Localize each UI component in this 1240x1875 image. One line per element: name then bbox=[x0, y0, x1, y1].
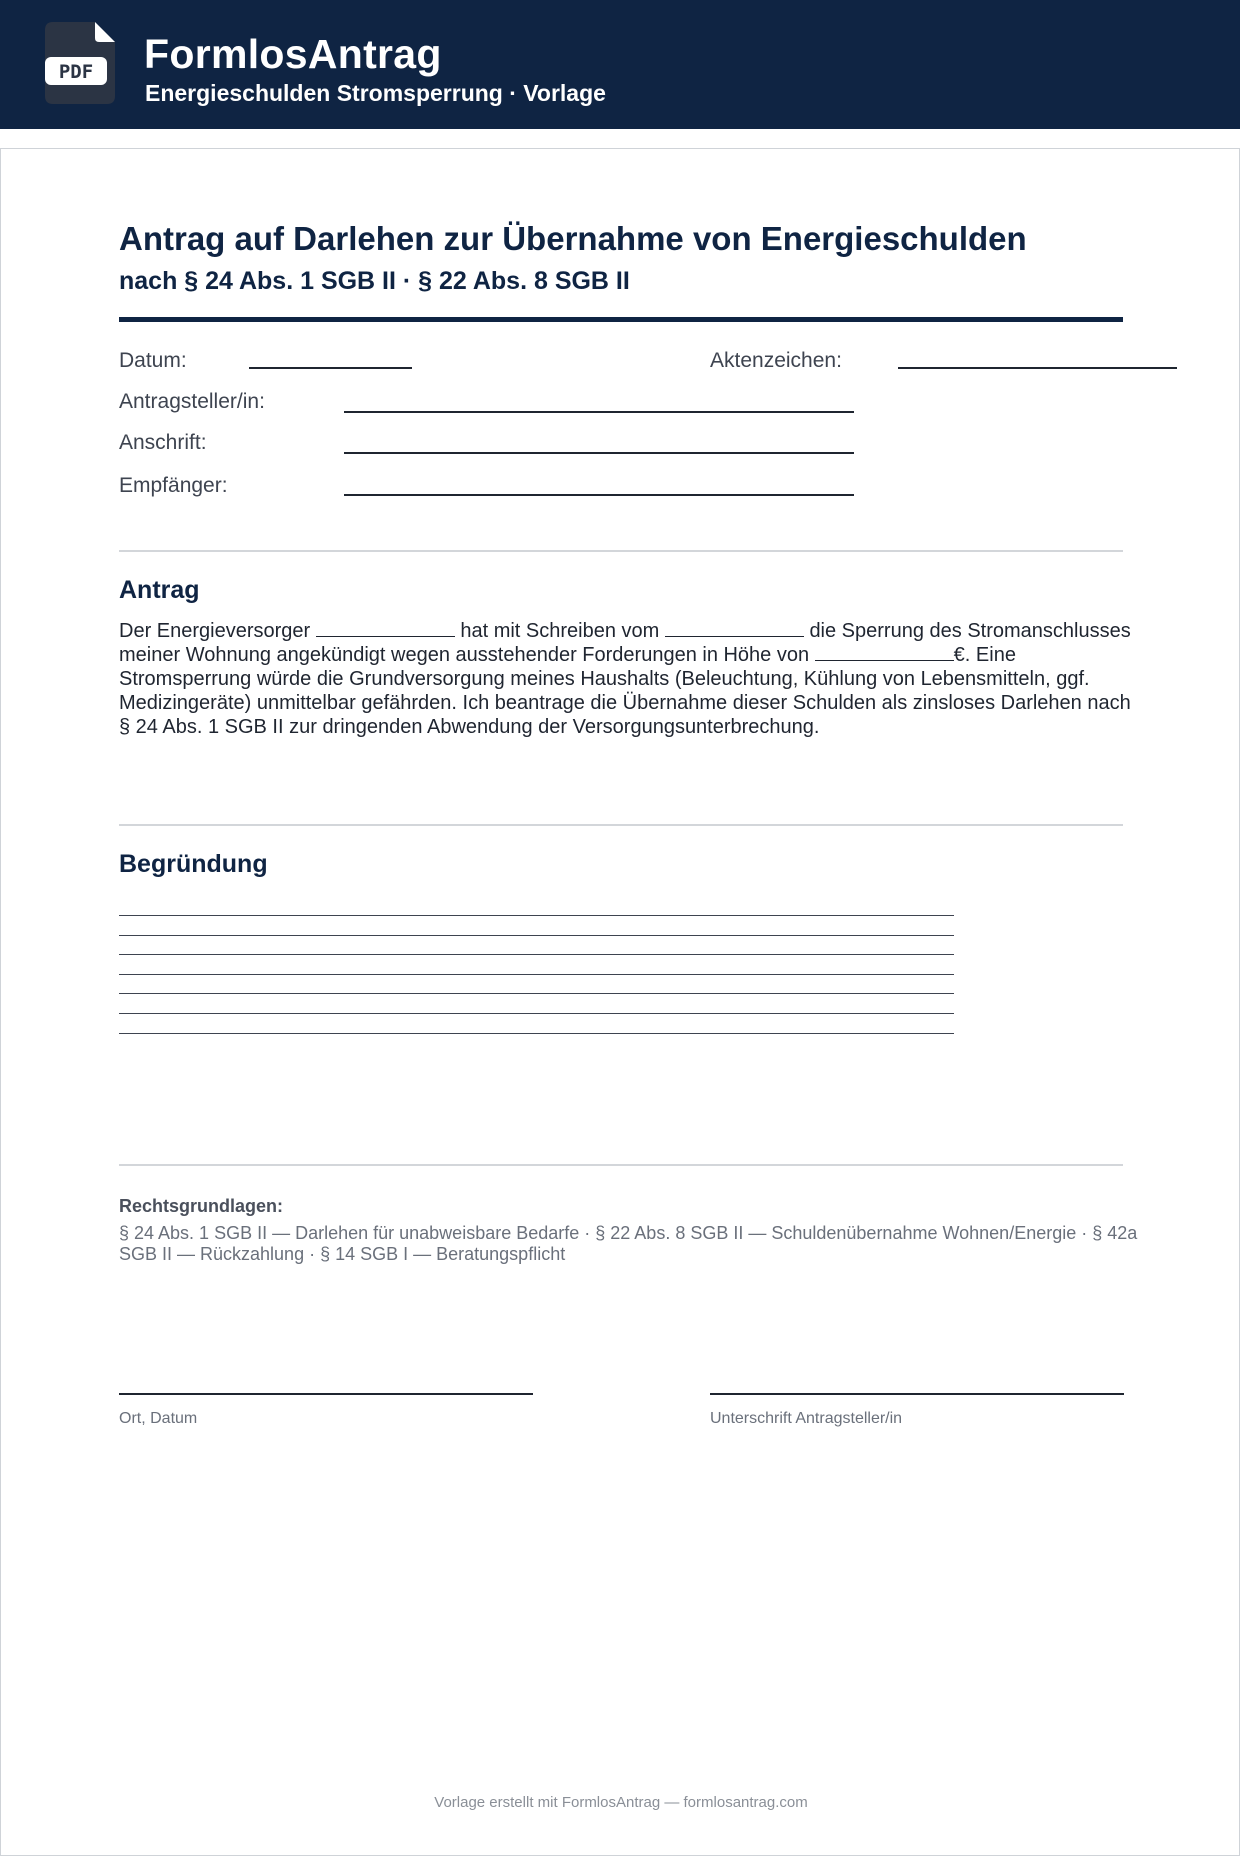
document-subtitle: nach § 24 Abs. 1 SGB II · § 22 Abs. 8 SGB II bbox=[119, 267, 630, 295]
section-divider bbox=[119, 1164, 1123, 1166]
legal-basis-heading: Rechtsgrundlagen: bbox=[119, 1196, 284, 1216]
begruendung-write-line[interactable] bbox=[119, 1033, 954, 1034]
antrag-text-part1: Der Energieversorger bbox=[119, 620, 311, 642]
file-number-field[interactable] bbox=[898, 367, 1177, 369]
recipient-label: Empfänger: bbox=[119, 474, 228, 497]
header-bar bbox=[0, 0, 1240, 129]
begruendung-write-line[interactable] bbox=[119, 1013, 954, 1014]
begruendung-write-line[interactable] bbox=[119, 954, 954, 955]
letter-date-blank[interactable] bbox=[665, 619, 804, 637]
pdf-file-icon bbox=[45, 22, 115, 104]
title-divider bbox=[119, 317, 1123, 322]
amount-blank[interactable] bbox=[815, 643, 954, 661]
applicant-field[interactable] bbox=[344, 411, 854, 413]
begruendung-heading: Begründung bbox=[119, 850, 268, 878]
begruendung-write-line[interactable] bbox=[119, 974, 954, 975]
legal-basis-text: § 24 Abs. 1 SGB II — Darlehen für unabweisbare Bedarfe · § 22 Abs. 8 SGB II — Schuldenübernahme Wohnen/Energie · § 42a SGB II — Rückzahlung · § 14 SGB I — Beratungspflicht bbox=[119, 1223, 1138, 1264]
document-title: Antrag auf Darlehen zur Übernahme von Energieschulden bbox=[119, 220, 1027, 257]
svg-text:PDF: PDF bbox=[58, 61, 94, 83]
antrag-text-part3: die Sperrung des Stromanschlusses meiner Wohnung angekündigt wegen ausstehender Forderungen in Höhe von bbox=[119, 620, 1131, 666]
file-number-label: Aktenzeichen: bbox=[710, 349, 842, 372]
begruendung-write-line[interactable] bbox=[119, 993, 954, 994]
section-divider bbox=[119, 824, 1123, 826]
date-field[interactable] bbox=[249, 367, 412, 369]
document-page bbox=[0, 148, 1240, 1856]
address-label: Anschrift: bbox=[119, 431, 207, 454]
app-title: FormlosAntrag bbox=[144, 31, 442, 77]
begruendung-write-line[interactable] bbox=[119, 935, 954, 936]
antrag-text bbox=[119, 619, 1139, 739]
date-label: Datum: bbox=[119, 349, 187, 372]
applicant-signature-label: Unterschrift Antragsteller/in bbox=[710, 1410, 903, 1427]
applicant-signature-line[interactable] bbox=[710, 1393, 1124, 1395]
app-subtitle: Energieschulden Stromsperrung · Vorlage bbox=[145, 80, 606, 106]
recipient-field[interactable] bbox=[344, 494, 854, 496]
antrag-text-part4: €. Eine Stromsperrung würde die Grundversorgung meines Haushalts (Beleuchtung, Kühlung von Lebensmitteln, ggf. Medizingeräte) unmittelbar gefährden. Ich beantrage die Übernahme dieser Schulden als zinsloses Darlehen nach § 24 Abs. 1 SGB II zur dringenden Abwendung der Versorgungsunterbrechung. bbox=[119, 644, 1131, 738]
supplier-blank[interactable] bbox=[316, 619, 455, 637]
begruendung-write-line[interactable] bbox=[119, 915, 954, 916]
antrag-heading: Antrag bbox=[119, 576, 200, 604]
section-divider bbox=[119, 550, 1123, 552]
applicant-label: Antragsteller/in: bbox=[119, 390, 265, 413]
footer-note: Vorlage erstellt mit FormlosAntrag — formlosantrag.com bbox=[434, 1794, 808, 1811]
place-date-signature-line[interactable] bbox=[119, 1393, 533, 1395]
place-date-label: Ort, Datum bbox=[119, 1410, 198, 1427]
address-field[interactable] bbox=[344, 452, 854, 454]
antrag-text-part2: hat mit Schreiben vom bbox=[460, 620, 660, 642]
